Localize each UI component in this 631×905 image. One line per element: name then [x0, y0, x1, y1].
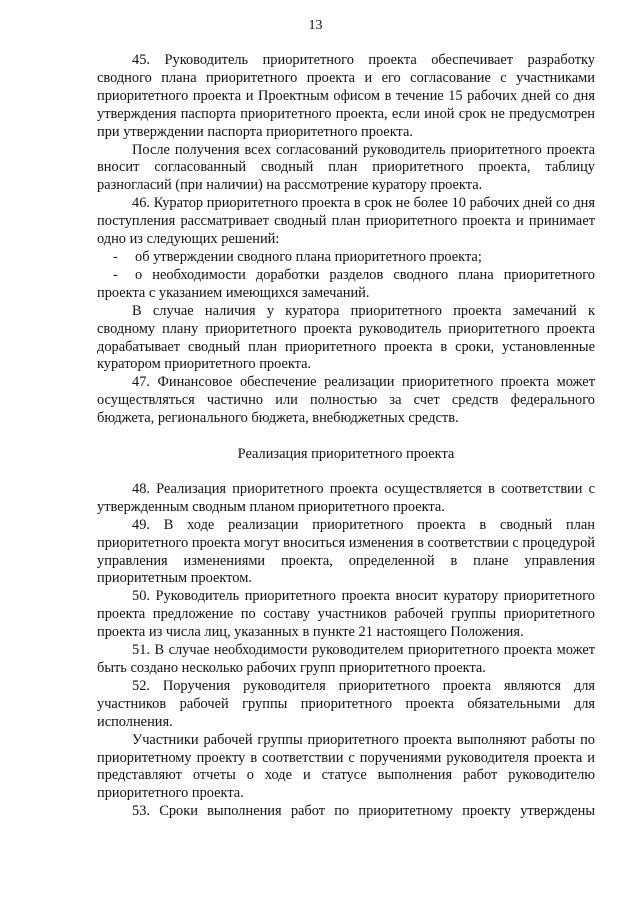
paragraph-47: 47. Финансовое обеспечение реализации приоритетного проекта может осуществляться частично или полностью за счет средств федерального бюджета, регионального бюджета, внебюджетных средств. [97, 374, 595, 427]
paragraph-45-approvals: После получения всех согласований руководитель приоритетного проекта вносит согласованный сводный план приоритетного проекта, таблицу разногласий (при наличии) на рассмотрение куратору проекта. [97, 141, 595, 194]
list-item-text: о необходимости доработки разделов сводного плана приоритетного проекта с указанием имеющихся замечаний. [97, 266, 595, 301]
list-item-text: об утверждении сводного плана приоритетного проекта; [135, 248, 482, 265]
list-marker: - [113, 248, 118, 265]
list-marker: - [113, 266, 118, 283]
paragraph-49: 49. В ходе реализации приоритетного проекта в сводный план приоритетного проекта могут вноситься изменения в соответствии с процедурой управления изменениями проекта, определенной в плане управления приоритетным проектом. [97, 516, 595, 587]
document-body [97, 52, 595, 821]
page-number: 13 [308, 18, 323, 33]
list-item [97, 249, 595, 267]
paragraph-52: 52. Поручения руководителя приоритетного проекта являются для участников рабочей группы приоритетного проекта обязательными для исполнения. [97, 677, 595, 730]
paragraph-50: 50. Руководитель приоритетного проекта вносит куратору приоритетного проекта предложение по составу участников рабочей группы приоритетного проекта из числа лиц, указанных в пункте 21 настоящего Положения. [97, 588, 595, 641]
paragraph-53: 53. Сроки выполнения работ по приоритетному проекту утверждены [132, 803, 595, 820]
paragraph-52-participants: Участники рабочей группы приоритетного проекта выполняют работы по приоритетному проекту в соответствии с поручениями руководителя проекта и представляют отчеты о ходе и статусе выполнения работ руководителю приоритетного проекта. [97, 731, 595, 802]
section-heading: Реализация приоритетного проекта [237, 446, 455, 463]
paragraph-46-remarks: В случае наличия у куратора приоритетного проекта замечаний к сводному плану приоритетного проекта руководитель приоритетного проекта дорабатывает сводный план приоритетного проекта в сроки, установленные куратором приоритетного проекта. [97, 302, 595, 373]
paragraph-45: 45. Руководитель приоритетного проекта обеспечивает разработку сводного плана приоритетного проекта и его согласование с участниками приоритетного проекта и Проектным офисом в течение 15 рабочих дней со дня утверждения паспорта приоритетного проекта, если иной срок не предусмотрен при утверждении паспорта приоритетного проекта. [97, 52, 595, 140]
paragraph-51: 51. В случае необходимости руководителем приоритетного проекта может быть создано несколько рабочих групп приоритетного проекта. [97, 642, 595, 676]
list-item [97, 267, 595, 303]
paragraph-46: 46. Куратор приоритетного проекта в срок не более 10 рабочих дней со дня поступления рассматривает сводный план приоритетного проекта и принимает одно из следующих решений: [97, 195, 595, 248]
paragraph-48: 48. Реализация приоритетного проекта осуществляется в соответствии с утвержденным сводным планом приоритетного проекта. [97, 480, 595, 515]
